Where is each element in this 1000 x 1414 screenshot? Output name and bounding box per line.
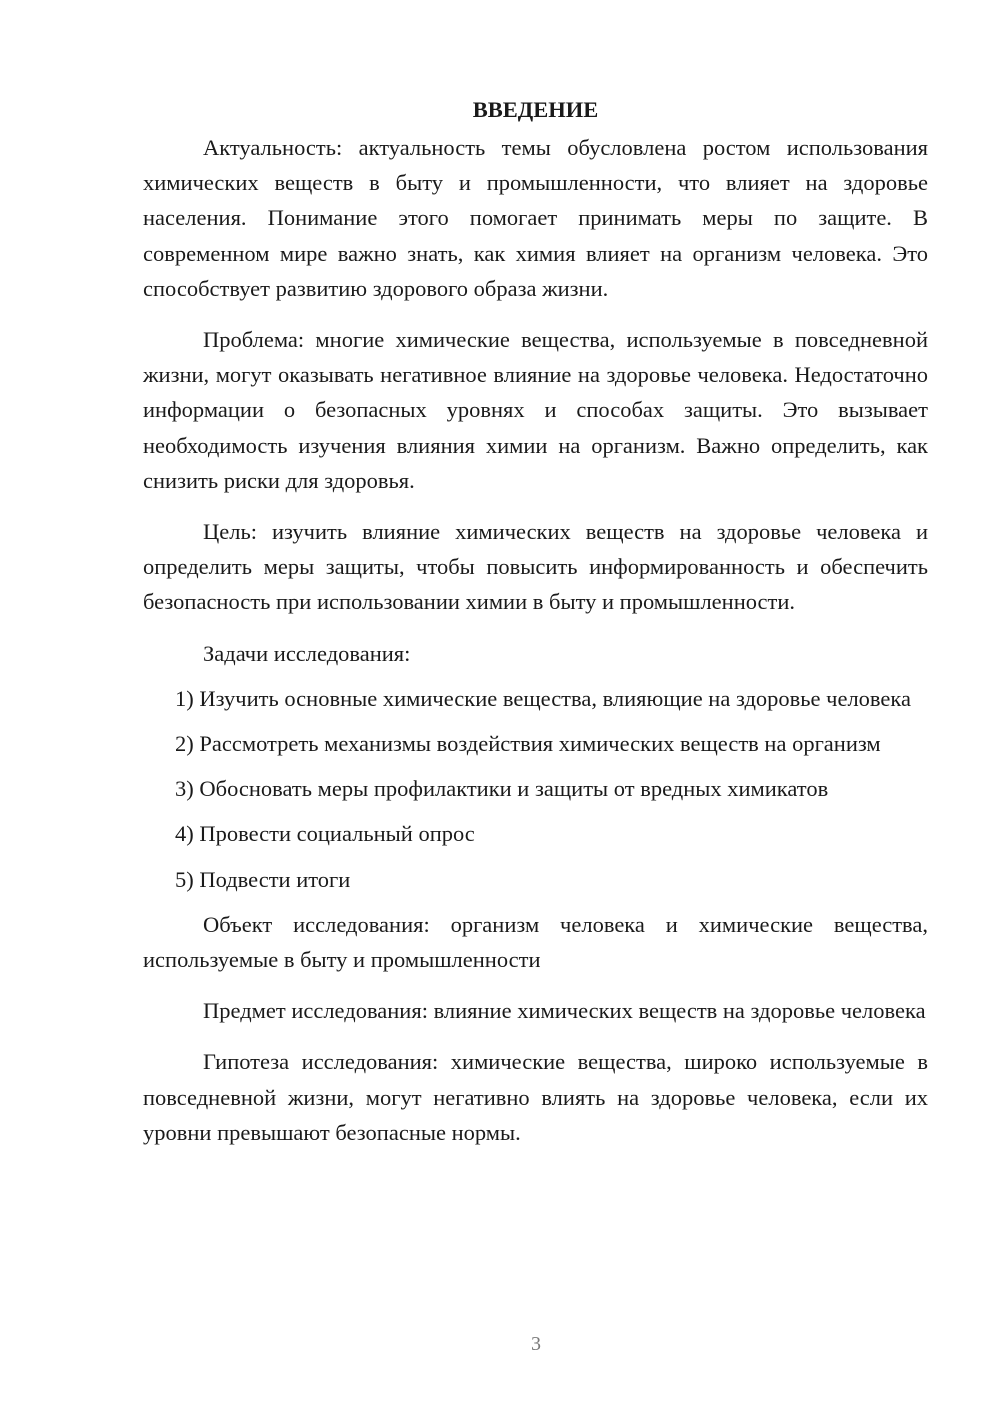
goal-paragraph: Цель: изучить влияние химических веществ на здоровье человека и определить меры защиты, чтобы повысить информированность и обеспечить безопасность при использовании химии в быту и промышленности. (143, 519, 928, 615)
page-title: ВВЕДЕНИЕ (472, 97, 599, 122)
page-number: 3 (531, 1333, 541, 1355)
task-item: 3) Обосновать меры профилактики и защиты от вредных химикатов (175, 776, 829, 802)
relevance-paragraph: Актуальность: актуальность темы обусловлена ростом использования химических веществ в быту и промышленности, что влияет на здоровье населения. Понимание этого помогает принимать меры по защите. В современном мире важно знать, как химия влияет на организм человека. Это способствует развитию здорового образа жизни. (143, 135, 928, 301)
task-item: 5) Подвести итоги (175, 866, 351, 892)
tasks-list (143, 681, 928, 897)
tasks-heading: Задачи исследования: (203, 640, 411, 666)
problem-paragraph: Проблема: многие химические вещества, используемые в повседневной жизни, могут оказывать негативное влияние на здоровье человека. Недостаточно информации о безопасных уровнях и способах защиты. Это вызывает необходимость изучения влияния химии на организм. Важно определить, как снизить риски для здоровья. (143, 327, 928, 493)
object-paragraph: Объект исследования: организм человека и химические вещества, используемые в быту и промышленности (143, 911, 928, 973)
task-item: 1) Изучить основные химические вещества, влияющие на здоровье человека (175, 685, 911, 711)
task-item: 4) Провести социальный опрос (175, 821, 475, 847)
task-item: 2) Рассмотреть механизмы воздействия химических веществ на организм (175, 731, 881, 757)
document-page (143, 92, 928, 1166)
hypothesis-paragraph: Гипотеза исследования: химические вещества, широко используемые в повседневной жизни, могут негативно влиять на здоровье человека, если их уровни превышают безопасные нормы. (143, 1049, 928, 1145)
subject-paragraph: Предмет исследования: влияние химических веществ на здоровье человека (203, 998, 926, 1024)
